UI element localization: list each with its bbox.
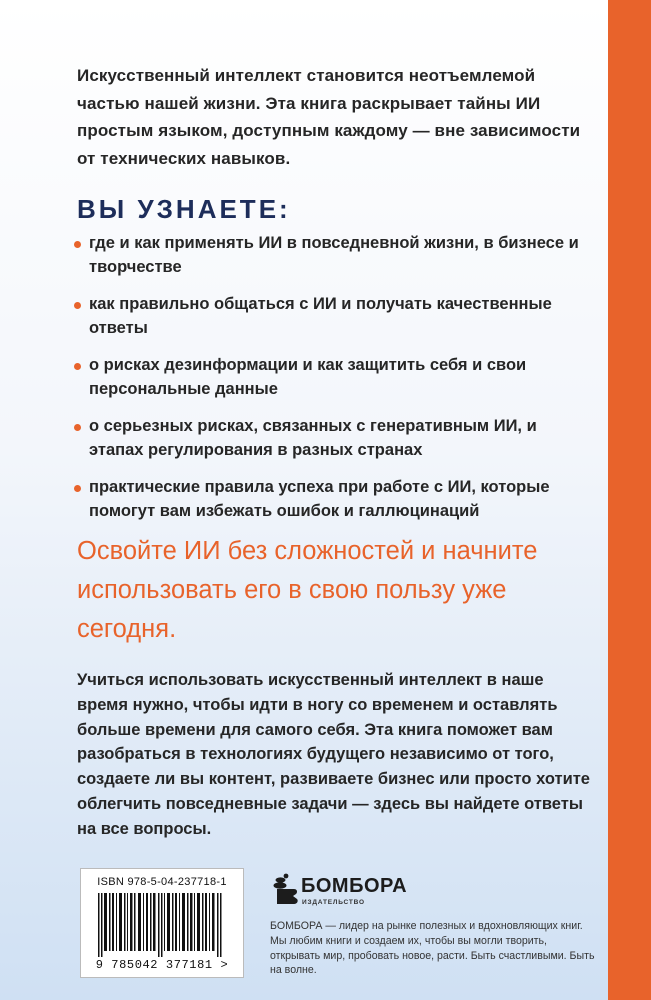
- orange-spine-stripe: [608, 0, 651, 1000]
- bullet-dot-icon: [74, 485, 81, 492]
- bullet-dot-icon: [74, 424, 81, 431]
- learn-item-text: как правильно общаться с ИИ и получать качественные ответы: [89, 295, 552, 337]
- barcode-digits: 9 785042 377181 >: [95, 958, 229, 972]
- bullet-dot-icon: [74, 241, 81, 248]
- learn-list-item: [74, 232, 594, 279]
- intro-paragraph: Искусственный интеллект становится неотъемлемой частью нашей жизни. Эта книга раскрывает тайны ИИ простым языком, доступным каждому — вне зависимости от технических навыков.: [77, 66, 581, 168]
- barcode-box: [80, 868, 244, 978]
- learn-item-text: о рисках дезинформации и как защитить себя и свои персональные данные: [89, 356, 527, 398]
- learn-list-item: [74, 415, 594, 462]
- outro-paragraph: Учиться использовать искусственный интеллект в наше время нужно, чтобы идти в ногу со временем и оставлять больше времени для самого себя. Эта книга поможет вам разобраться в технологиях будущего независимо от того, создаете ли вы контент, развиваете бизнес или просто хотите облегчить повседневные задачи — здесь вы найдете ответы на все вопросы.: [77, 671, 590, 838]
- publisher-logo-name: БОМБОРА: [301, 875, 408, 897]
- highlight-callout: Освойте ИИ без сложностей и начните использовать его в свою пользу уже сегодня.: [77, 537, 538, 643]
- learn-list-item: [74, 293, 594, 340]
- learn-item-text: практические правила успеха при работе с ИИ, которые помогут вам избежать ошибок и галлюцинаций: [89, 478, 550, 520]
- learn-list: [74, 232, 594, 537]
- publisher-description: БОМБОРА — лидер на рынке полезных и вдохновляющих книг. Мы любим книги и создаем их, чтобы вы могли творить, открывать мир, пробовать новое, расти. Быть счастливыми. Быть на волне.: [270, 920, 595, 977]
- learn-list-item: [74, 354, 594, 401]
- barcode-icon: [98, 893, 226, 957]
- learn-list-item: [74, 476, 594, 523]
- learn-item-text: о серьезных рисках, связанных с генеративным ИИ, и этапах регулирования в разных странах: [89, 417, 537, 459]
- bombora-logo-icon: [273, 873, 299, 907]
- bullet-dot-icon: [74, 363, 81, 370]
- publisher-logo-subtitle: ИЗДАТЕЛЬСТВО: [302, 899, 365, 906]
- learn-heading: ВЫ УЗНАЕТЕ:: [77, 194, 291, 224]
- learn-item-text: где и как применять ИИ в повседневной жизни, в бизнесе и творчестве: [89, 234, 579, 276]
- bullet-dot-icon: [74, 302, 81, 309]
- isbn-label: ISBN 978-5-04-237718-1: [97, 876, 227, 888]
